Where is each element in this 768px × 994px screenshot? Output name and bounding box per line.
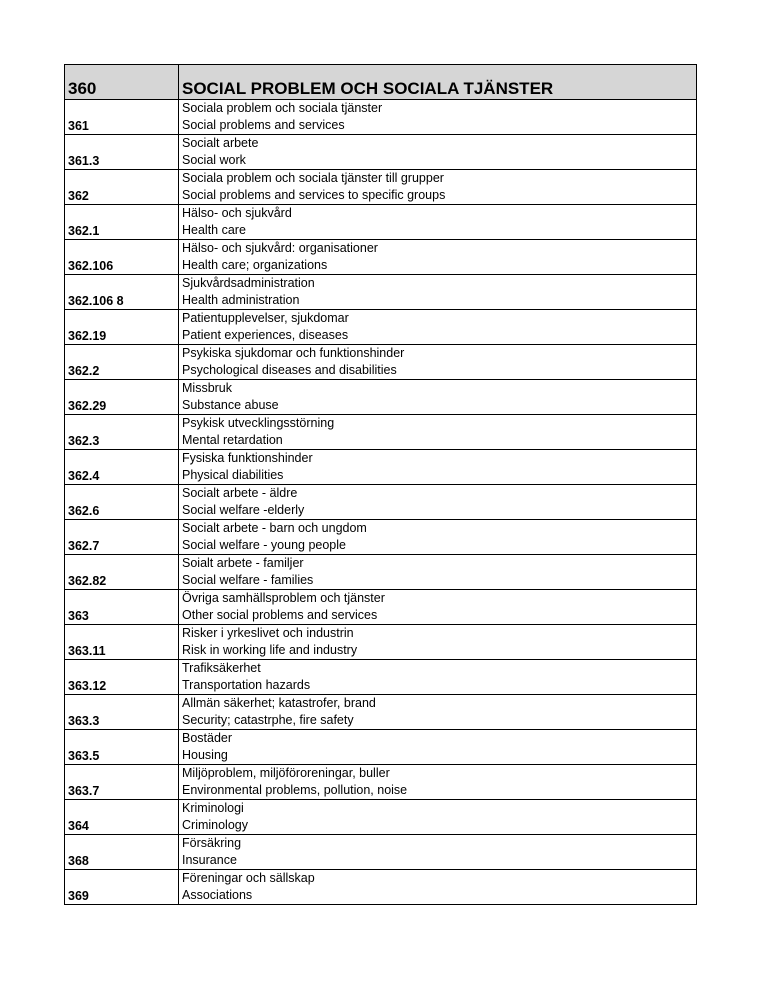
swedish-label: Sociala problem och sociala tjänster till grupper <box>182 171 444 185</box>
class-code-cell <box>65 240 179 275</box>
class-description-cell <box>179 310 697 345</box>
class-code: 363.3 <box>68 714 100 728</box>
class-description-cell <box>179 800 697 835</box>
table-row <box>65 275 697 310</box>
english-label: Other social problems and services <box>182 608 378 622</box>
class-description-cell <box>179 380 697 415</box>
class-code-cell <box>65 275 179 310</box>
english-label: Environmental problems, pollution, noise <box>182 783 408 797</box>
swedish-label: Missbruk <box>182 381 233 395</box>
table-row <box>65 170 697 205</box>
swedish-label: Socialt arbete <box>182 136 259 150</box>
class-code-cell <box>65 135 179 170</box>
class-code-cell <box>65 345 179 380</box>
class-description-cell <box>179 170 697 205</box>
swedish-label: Föreningar och sällskap <box>182 871 315 885</box>
table-row <box>65 695 697 730</box>
class-code-cell <box>65 660 179 695</box>
english-label: Health care; organizations <box>182 258 328 272</box>
table-body <box>65 65 697 905</box>
swedish-label: Miljöproblem, miljöföroreningar, buller <box>182 766 390 780</box>
header-code: 360 <box>68 79 97 98</box>
swedish-label: Socialt arbete - äldre <box>182 486 298 500</box>
class-description-cell <box>179 765 697 800</box>
class-code-cell <box>65 555 179 590</box>
class-description-cell <box>179 835 697 870</box>
english-label: Risk in working life and industry <box>182 643 358 657</box>
english-label: Social problems and services <box>182 118 345 132</box>
class-code: 362.2 <box>68 364 100 378</box>
english-label: Social welfare -elderly <box>182 503 305 517</box>
class-code-cell <box>65 870 179 905</box>
class-code-cell <box>65 800 179 835</box>
english-label: Psychological diseases and disabilities <box>182 363 397 377</box>
class-description-cell <box>179 205 697 240</box>
class-code: 362.82 <box>68 574 107 588</box>
class-code: 362 <box>68 189 89 203</box>
swedish-label: Sjukvårdsadministration <box>182 276 315 290</box>
table-row <box>65 835 697 870</box>
english-label: Security; catastrphe, fire safety <box>182 713 354 727</box>
english-label: Transportation hazards <box>182 678 311 692</box>
swedish-label: Allmän säkerhet; katastrofer, brand <box>182 696 376 710</box>
table-row <box>65 555 697 590</box>
english-label: Mental retardation <box>182 433 283 447</box>
table-row <box>65 135 697 170</box>
english-label: Social welfare - young people <box>182 538 346 552</box>
table-header-row <box>65 65 697 100</box>
class-code-cell <box>65 170 179 205</box>
swedish-label: Patientupplevelser, sjukdomar <box>182 311 349 325</box>
class-code: 362.3 <box>68 434 100 448</box>
swedish-label: Bostäder <box>182 731 233 745</box>
classification-table <box>64 64 697 905</box>
class-code-cell <box>65 835 179 870</box>
class-description-cell <box>179 135 697 170</box>
class-description-cell <box>179 240 697 275</box>
english-label: Health care <box>182 223 246 237</box>
table-row <box>65 625 697 660</box>
english-label: Health administration <box>182 293 300 307</box>
class-code-cell <box>65 730 179 765</box>
class-code: 362.106 <box>68 259 114 273</box>
table-row <box>65 450 697 485</box>
class-code: 363.5 <box>68 749 100 763</box>
swedish-label: Psykiska sjukdomar och funktionshinder <box>182 346 405 360</box>
header-title-cell <box>179 65 697 100</box>
table-row <box>65 520 697 555</box>
class-code: 363.7 <box>68 784 100 798</box>
class-description-cell <box>179 730 697 765</box>
class-code: 364 <box>68 819 89 833</box>
english-label: Housing <box>182 748 228 762</box>
class-code-cell <box>65 310 179 345</box>
class-code: 361.3 <box>68 154 100 168</box>
english-label: Social work <box>182 153 246 167</box>
table-row <box>65 870 697 905</box>
class-description-cell <box>179 695 697 730</box>
class-code-cell <box>65 380 179 415</box>
swedish-label: Socialt arbete - barn och ungdom <box>182 521 367 535</box>
class-code: 362.19 <box>68 329 107 343</box>
swedish-label: Sociala problem och sociala tjänster <box>182 101 383 115</box>
class-code: 363.11 <box>68 644 106 658</box>
table-row <box>65 730 697 765</box>
class-description-cell <box>179 485 697 520</box>
english-label: Physical diabilities <box>182 468 284 482</box>
class-code-cell <box>65 485 179 520</box>
table-row <box>65 590 697 625</box>
swedish-label: Hälso- och sjukvård <box>182 206 292 220</box>
swedish-label: Kriminologi <box>182 801 244 815</box>
class-description-cell <box>179 345 697 380</box>
class-code: 362.106 8 <box>68 294 124 308</box>
table-row <box>65 345 697 380</box>
class-description-cell <box>179 450 697 485</box>
table-row <box>65 310 697 345</box>
english-label: Substance abuse <box>182 398 279 412</box>
class-code-cell <box>65 415 179 450</box>
table-row <box>65 100 697 135</box>
swedish-label: Trafiksäkerhet <box>182 661 261 675</box>
class-code: 363.12 <box>68 679 107 693</box>
class-description-cell <box>179 415 697 450</box>
swedish-label: Soialt arbete - familjer <box>182 556 304 570</box>
header-code-cell <box>65 65 179 100</box>
class-code: 369 <box>68 889 89 903</box>
swedish-label: Försäkring <box>182 836 242 850</box>
class-code: 362.29 <box>68 399 107 413</box>
english-label: Insurance <box>182 853 237 867</box>
class-code-cell <box>65 205 179 240</box>
swedish-label: Hälso- och sjukvård: organisationer <box>182 241 378 255</box>
table-row <box>65 485 697 520</box>
class-description-cell <box>179 100 697 135</box>
table-row <box>65 240 697 275</box>
table-row <box>65 765 697 800</box>
class-code-cell <box>65 765 179 800</box>
class-code-cell <box>65 590 179 625</box>
swedish-label: Fysiska funktionshinder <box>182 451 313 465</box>
swedish-label: Risker i yrkeslivet och industrin <box>182 626 354 640</box>
class-code-cell <box>65 450 179 485</box>
class-description-cell <box>179 660 697 695</box>
swedish-label: Psykisk utvecklingsstörning <box>182 416 335 430</box>
class-code: 362.6 <box>68 504 100 518</box>
class-description-cell <box>179 590 697 625</box>
class-code-cell <box>65 625 179 660</box>
english-label: Patient experiences, diseases <box>182 328 349 342</box>
class-description-cell <box>179 870 697 905</box>
table-row <box>65 660 697 695</box>
class-description-cell <box>179 520 697 555</box>
table-row <box>65 415 697 450</box>
class-code: 361 <box>68 119 89 133</box>
swedish-label: Övriga samhällsproblem och tjänster <box>182 591 385 605</box>
header-title: SOCIAL PROBLEM OCH SOCIALA TJÄNSTER <box>182 79 554 98</box>
english-label: Associations <box>182 888 253 902</box>
english-label: Social problems and services to specific groups <box>182 188 446 202</box>
class-code: 362.4 <box>68 469 100 483</box>
class-code: 363 <box>68 609 89 623</box>
class-description-cell <box>179 625 697 660</box>
class-description-cell <box>179 555 697 590</box>
class-code-cell <box>65 695 179 730</box>
class-code: 368 <box>68 854 89 868</box>
class-code-cell <box>65 100 179 135</box>
english-label: Criminology <box>182 818 248 832</box>
class-code: 362.7 <box>68 539 100 553</box>
table-row <box>65 380 697 415</box>
class-description-cell <box>179 275 697 310</box>
table-row <box>65 800 697 835</box>
table-row <box>65 205 697 240</box>
english-label: Social welfare - families <box>182 573 314 587</box>
class-code: 362.1 <box>68 224 100 238</box>
class-code-cell <box>65 520 179 555</box>
